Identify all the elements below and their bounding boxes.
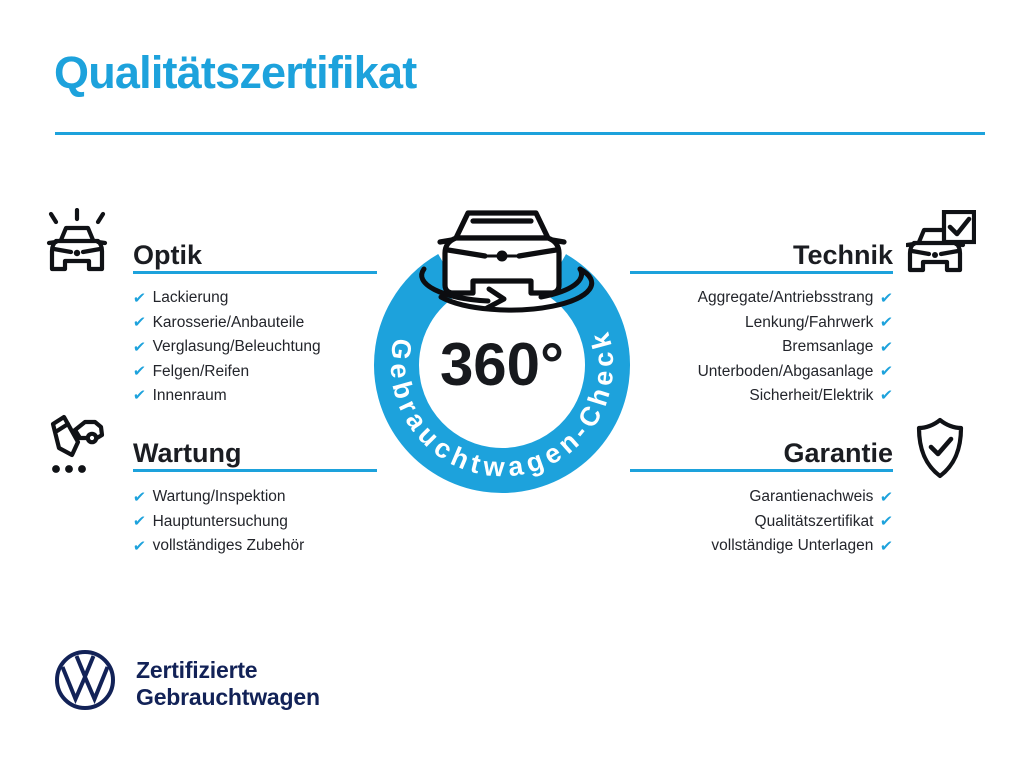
item-label: Sicherheit/Elektrik [749,386,874,404]
list-item [133,286,321,310]
list-item [133,534,304,558]
check-icon: ✔ [132,363,147,381]
item-label: Innenraum [152,386,227,404]
pencil-car-checklist-icon [46,412,110,476]
item-label: vollständiges Zubehör [152,537,305,555]
check-icon: ✔ [879,387,894,405]
item-label: Aggregate/Antriebsstrang [697,289,874,307]
section-rule-garantie [630,469,893,472]
item-label: Verglasung/Beleuchtung [152,338,321,356]
item-label: Unterboden/Abgasanlage [697,362,874,380]
check-icon: ✔ [879,338,894,356]
section-title-wartung: Wartung [133,438,242,468]
item-label: Lenkung/Fahrwerk [745,313,874,331]
check-icon: ✔ [132,537,147,555]
item-label: Garantienachweis [749,488,874,506]
check-icon: ✔ [132,488,147,506]
list-item [133,310,321,334]
section-title-optik: Optik [133,240,203,270]
check-icon: ✔ [132,289,147,307]
title-divider [55,132,985,135]
footer-brand-line2: Gebrauchtwagen [136,684,320,710]
check-icon: ✔ [879,537,894,555]
item-label: Wartung/Inspektion [152,488,286,506]
check-icon: ✔ [879,513,894,531]
item-label: Hauptuntersuchung [152,512,288,530]
section-rule-optik [133,271,377,274]
check-icon: ✔ [132,387,147,405]
list-item [133,485,304,509]
check-icon: ✔ [879,314,894,332]
vw-logo [53,648,117,712]
section-title-technik: Technik [792,240,893,270]
list-item [603,534,893,558]
section-rule-technik [630,271,893,274]
item-label: Bremsanlage [782,338,874,356]
list-item [133,335,321,359]
footer-brand-text [136,657,320,711]
check-icon: ✔ [879,488,894,506]
list-item [133,509,304,533]
optik-item-list [133,286,321,408]
item-label: Qualitätszertifikat [754,512,874,530]
item-label: Lackierung [152,289,229,307]
check-icon: ✔ [132,314,147,332]
check-icon: ✔ [132,338,147,356]
section-title-garantie: Garantie [783,438,893,468]
footer-brand-line1: Zertifizierte [136,657,258,683]
list-item [133,359,321,383]
check-icon: ✔ [879,289,894,307]
check-icon: ✔ [132,513,147,531]
item-label: Felgen/Reifen [152,362,250,380]
badge-360-check [342,195,662,521]
item-label: vollständige Unterlagen [711,537,874,555]
ring-label: Gebrauchtwagen-Check [384,325,620,483]
car-shine-icon [45,208,109,276]
check-icon: ✔ [879,363,894,381]
section-rule-wartung [133,469,377,472]
item-label: Karosserie/Anbauteile [152,313,305,331]
page-title: Qualitätszertifikat [54,47,417,98]
wartung-item-list [133,485,304,558]
degrees-label: 360° [439,331,565,398]
shield-check-icon [910,416,970,480]
list-item [133,384,321,408]
car-checkbox-icon [906,210,976,276]
